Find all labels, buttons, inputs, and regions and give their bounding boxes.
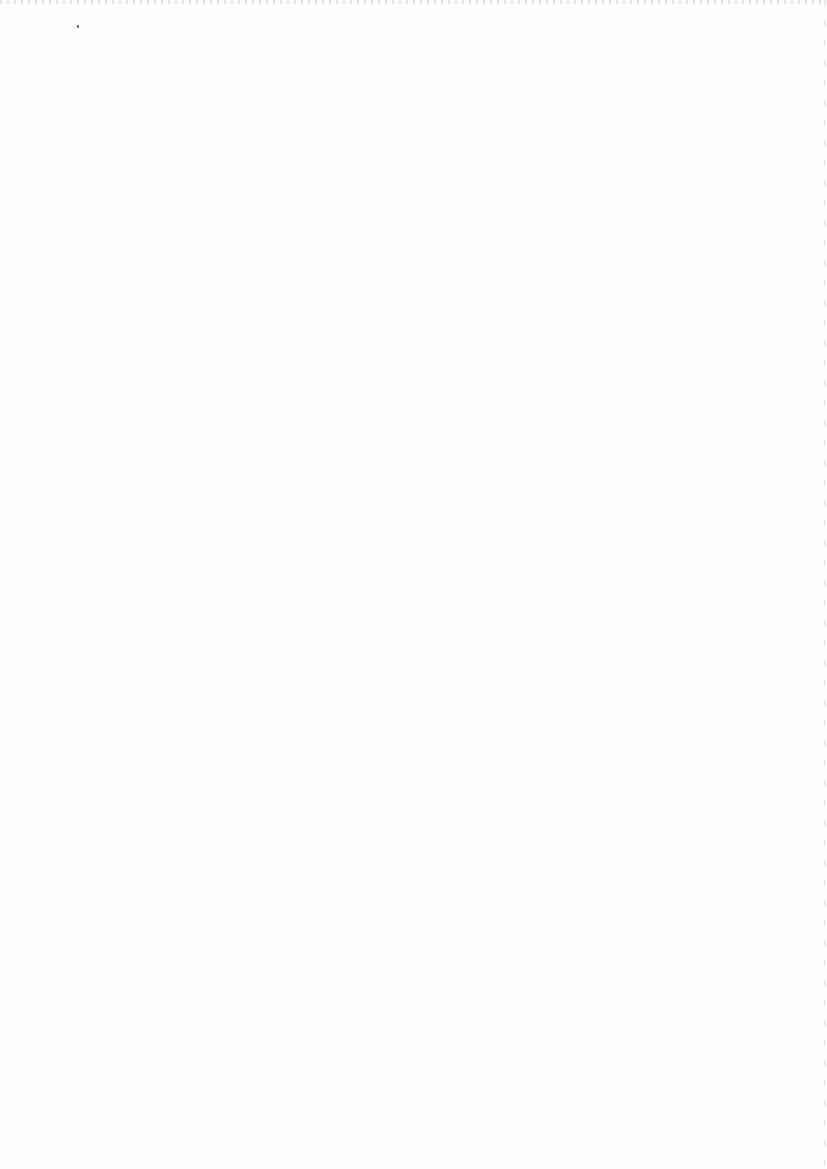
- scan-right-edge: [824, 0, 825, 1169]
- scan-speck: [77, 25, 79, 28]
- barcode-icon: [655, 1112, 790, 1138]
- scan-edge-artifact: [0, 0, 827, 4]
